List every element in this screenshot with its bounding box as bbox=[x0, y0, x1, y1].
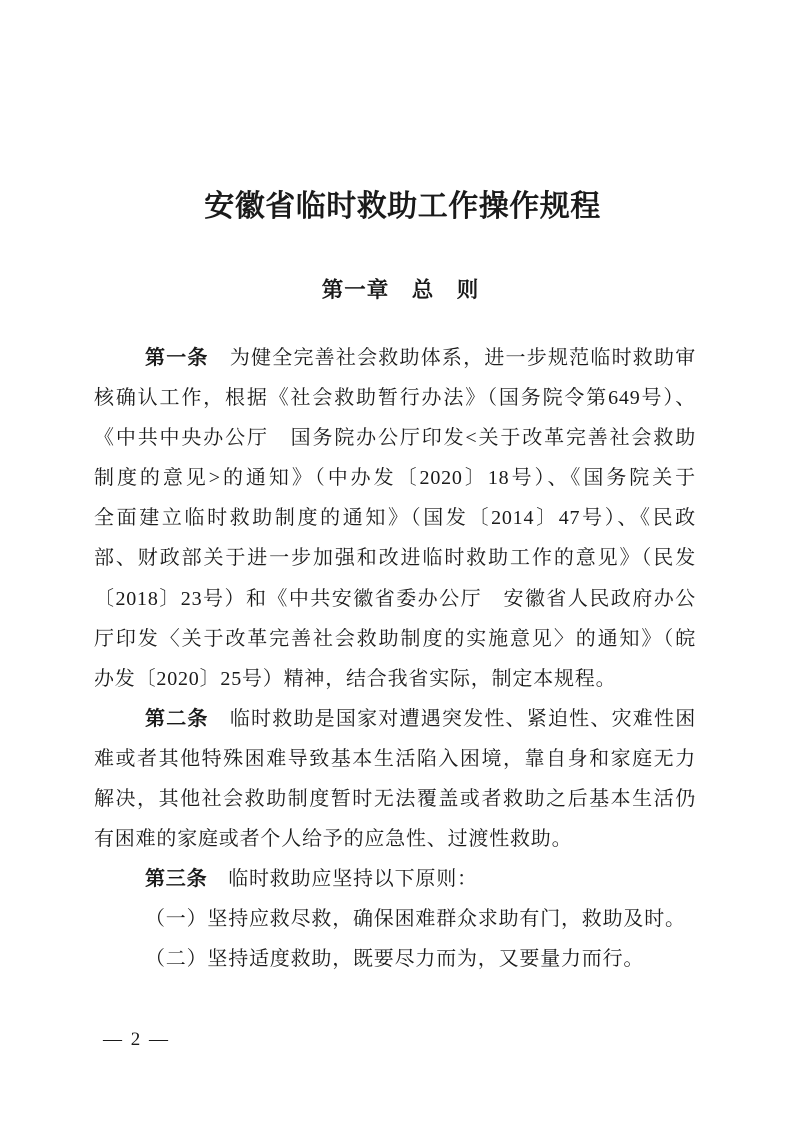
body-line: （一）坚持应救尽救，确保困难群众求助有门，救助及时。 bbox=[145, 908, 686, 931]
body-line: 有困难的家庭或者个人给予的应急性、过渡性救助。 bbox=[94, 828, 573, 851]
body-line: 第二条 临时救助是国家对遭遇突发性、紧迫性、灾难性困 bbox=[145, 707, 696, 730]
document-body bbox=[94, 338, 696, 980]
body-line: （二）坚持适度救助，既要尽力而为，又要量力而行。 bbox=[145, 948, 645, 971]
body-line: 解决，其他社会救助制度暂时无法覆盖或者救助之后基本生活仍 bbox=[94, 788, 696, 811]
document-title: 安徽省临时救助工作操作规程 bbox=[204, 190, 601, 223]
body-line: 部、财政部关于进一步加强和改进临时救助工作的意见》（民发 bbox=[94, 547, 696, 570]
page-number: — 2 — bbox=[103, 1029, 170, 1050]
article-number: 第三条 bbox=[145, 868, 208, 891]
body-line: 第一条 为健全完善社会救助体系，进一步规范临时救助审 bbox=[145, 347, 696, 369]
article-number: 第一条 bbox=[145, 347, 209, 369]
page-footer bbox=[103, 1026, 170, 1054]
body-line: 厅印发〈关于改革完善社会救助制度的实施意见〉的通知》（皖 bbox=[94, 627, 696, 650]
article-number: 第二条 bbox=[145, 707, 209, 730]
body-line: 《中共中央办公厅 国务院办公厅印发<关于改革完善社会救助 bbox=[94, 427, 696, 450]
body-line: 〔2018〕23号）和《中共安徽省委办公厅 安徽省人民政府办公 bbox=[94, 587, 696, 610]
body-line: 难或者其他特殊困难导致基本生活陷入困境，靠自身和家庭无力 bbox=[94, 747, 696, 770]
body-line: 第三条 临时救助应坚持以下原则： bbox=[145, 868, 478, 891]
body-line: 核确认工作，根据《社会救助暂行办法》（国务院令第649号）、 bbox=[94, 387, 696, 410]
body-line: 全面建立临时救助制度的通知》（国发〔2014〕47号）、《民政 bbox=[94, 507, 696, 530]
chapter-heading: 第一章 总 则 bbox=[321, 278, 480, 302]
body-line: 制度的意见>的通知》（中办发〔2020〕18号）、《国务院关于 bbox=[94, 467, 696, 490]
body-line: 办发〔2020〕25号）精神，结合我省实际，制定本规程。 bbox=[94, 667, 617, 690]
